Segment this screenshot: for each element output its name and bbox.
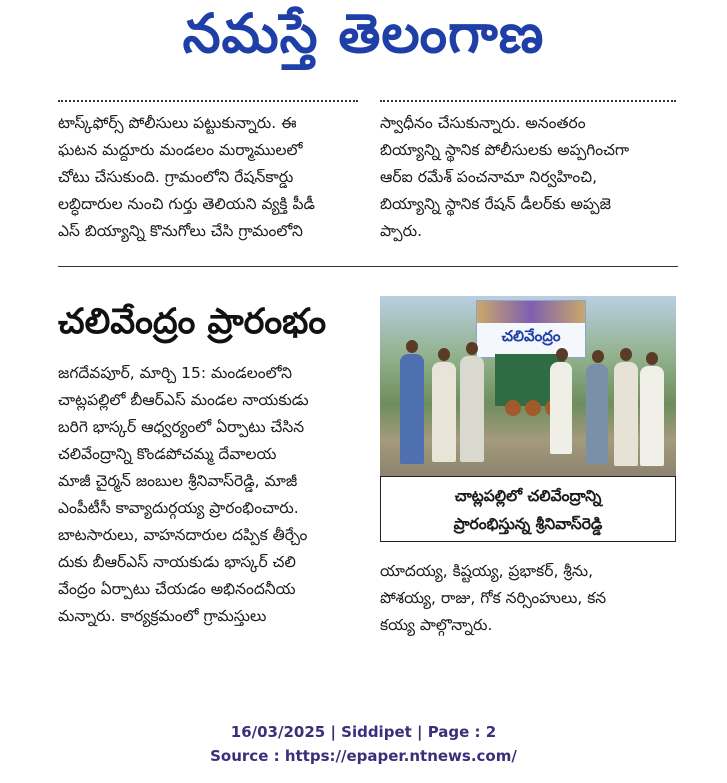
person (640, 366, 664, 466)
text-line: ఎస్ బియ్యాన్ని కొనుగోలు చేసి గ్రామంలోని (58, 222, 303, 240)
banner-portraits (477, 301, 585, 323)
text-line: చలివేంద్రాన్ని కొండపోచమ్మ దేవాలయ (58, 445, 277, 463)
story-headline: చలివేంద్రం ప్రారంభం (58, 302, 327, 342)
section-divider (58, 266, 678, 267)
cut-text-edge (58, 96, 358, 106)
person (432, 362, 456, 462)
text-line: పోశయ్య, రాజు, గోక నర్సింహులు, కన (380, 589, 607, 607)
person (586, 364, 608, 464)
photo-banner (476, 300, 586, 358)
text-line: బాటసారులు, వాహనదారుల దప్పిక తీర్చేం (58, 526, 308, 544)
person (550, 362, 572, 454)
top-story-right-column (380, 110, 676, 245)
banner-text: చలివేంద్రం (501, 327, 561, 345)
text-line: బరిగె భాస్కర్ ఆధ్వర్యంలో ఏర్పాటు చేసిన (58, 418, 305, 436)
text-line: వేంద్రం ఏర్పాటు చేయడం అభినందనీయ (58, 580, 296, 598)
person-head (466, 342, 478, 355)
cut-text-edge (380, 96, 676, 106)
text-line: మాజీ చైర్మన్ జంబుల శ్రీనివాస్‌రెడ్డి, మాజీ (58, 472, 298, 490)
text-line: యాదయ్య, కిష్టయ్య, ప్రభాకర్, శ్రీను, (380, 562, 594, 580)
text-line: ఎంపీటీసీ కావ్యాదుర్గయ్య ప్రారంభించారు. (58, 499, 299, 517)
text-line: లబ్ధిదారుల నుంచి గుర్తు తెలియని వ్యక్తి పీడీ (58, 195, 315, 213)
text-line: మన్నారు. కార్యక్రమంలో గ్రామస్తులు (58, 607, 267, 625)
text-line: టాస్క్‌ఫోర్స్ పోలీసులు పట్టుకున్నారు. ఈ (58, 114, 297, 132)
person (460, 356, 484, 462)
text-line: ఆర్ఐ రమేశ్ పంచనామా నిర్వహించి, (380, 168, 598, 186)
person-head (592, 350, 604, 363)
person (400, 354, 424, 464)
text-line: బియ్యాన్ని స్థానిక రేషన్ డీలర్‌కు అప్పజె (380, 195, 611, 213)
caption-line: ప్రారంభిస్తున్న శ్రీనివాస్‌రెడ్డి (453, 515, 603, 533)
text-line: చాట్లపల్లిలో బీఆర్ఎస్ మండల నాయకుడు (58, 391, 309, 409)
text-line: స్వాధీనం చేసుకున్నారు. అనంతరం (380, 114, 586, 132)
text-line: దుకు బీఆర్ఎస్ నాయకుడు భాస్కర్ చలి (58, 553, 296, 571)
story-left-column (58, 360, 363, 630)
person-head (406, 340, 418, 353)
photo-caption (380, 476, 676, 542)
story-right-column (380, 558, 676, 639)
text-line: ఘటన మద్దూరు మండలం మర్మాములలో (58, 141, 303, 159)
person (614, 362, 638, 466)
person-head (620, 348, 632, 361)
text-line: కయ్య పాల్గొన్నారు. (380, 616, 493, 634)
text-line: జగదేవపూర్, మార్చి 15: మండలంలోని (58, 364, 293, 382)
text-line: బియ్యాన్ని స్థానిక పోలీసులకు అప్పగించగా (380, 141, 630, 159)
person-head (556, 348, 568, 361)
person-head (438, 348, 450, 361)
person-head (646, 352, 658, 365)
source-link[interactable]: Source : https://epaper.ntnews.com/ (210, 747, 517, 765)
text-line: ప్పారు. (380, 222, 423, 240)
text-line: చోటు చేసుకుంది. గ్రామంలోని రేషన్‌కార్డు (58, 168, 294, 186)
edition-info: 16/03/2025 | Siddipet | Page : 2 (230, 723, 497, 741)
water-pot (505, 400, 521, 416)
top-story-left-column (58, 110, 360, 245)
masthead-logo: నమస్తే తెలంగాణ (182, 1, 545, 65)
page-footer (0, 720, 727, 768)
caption-line: చాట్లపల్లిలో చలివేంద్రాన్ని (454, 487, 602, 505)
story-photo (380, 296, 676, 476)
water-pot (525, 400, 541, 416)
